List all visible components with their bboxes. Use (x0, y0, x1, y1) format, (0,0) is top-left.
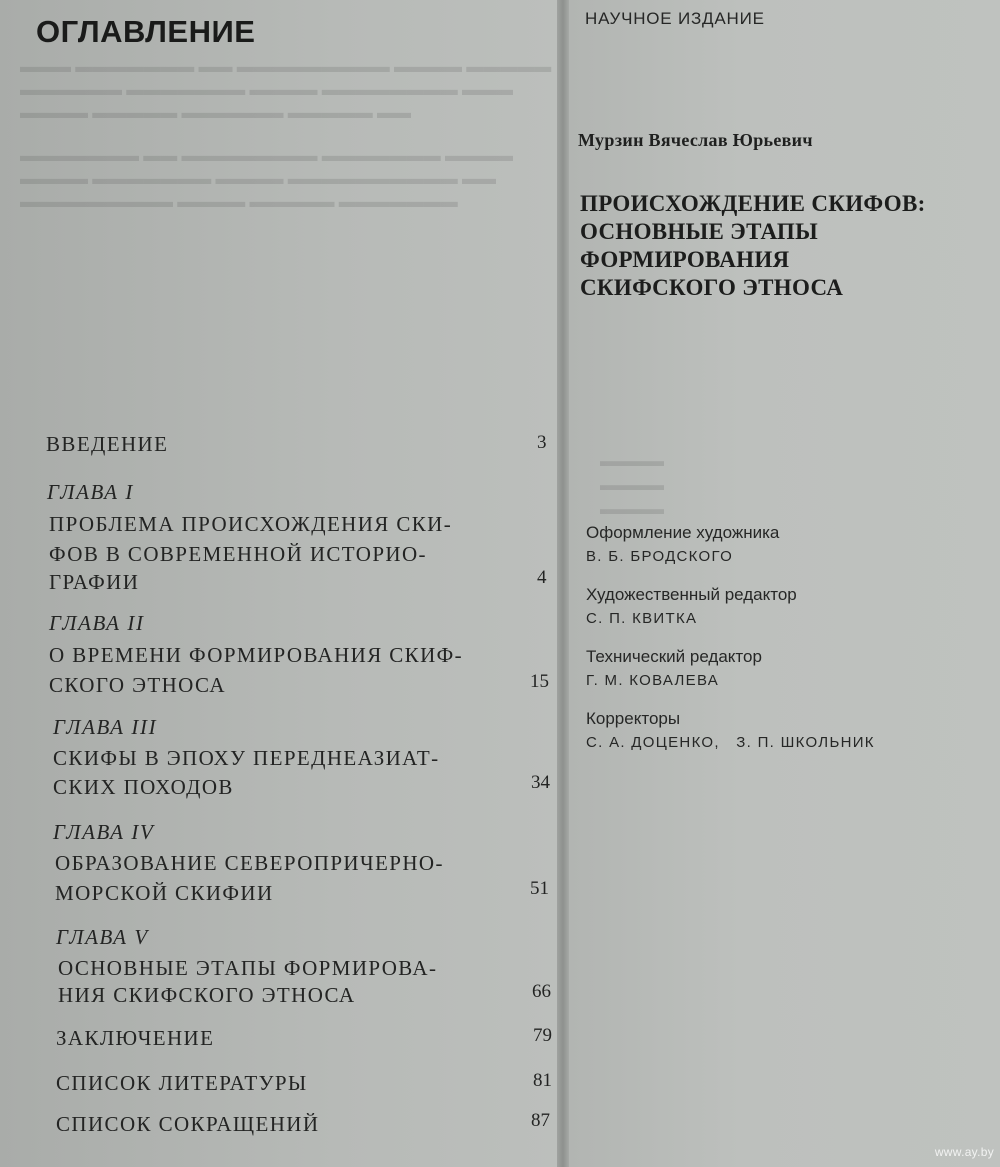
show-through-texture: ▬▬▬ ▬▬▬▬▬▬▬ ▬▬ ▬▬▬▬▬▬▬▬▬ ▬▬▬▬ ▬▬▬▬▬ ▬▬▬▬▬▬ ▬▬▬▬▬▬▬ ▬▬▬▬ ▬▬▬▬▬▬▬▬ ▬▬▬ ▬▬▬▬ ▬▬▬▬▬ ▬▬▬▬▬▬ ▬▬▬▬▬ ▬▬ ▬▬▬▬▬▬▬ ▬▬ ▬▬▬▬▬▬▬▬ ▬▬▬▬▬▬▬ ▬▬▬▬ ▬▬▬▬ ▬▬▬▬▬▬▬ ▬▬▬▬ ▬▬▬▬▬▬▬▬▬▬ ▬▬ ▬▬▬▬▬▬▬▬▬ ▬▬▬▬ ▬▬▬▬▬ ▬▬▬▬▬▬▬ (20, 57, 552, 211)
toc-entry-line: МОРСКОЙ СКИФИИ (55, 881, 274, 905)
toc-entry-line: СКИХ ПОХОДОВ (53, 775, 234, 799)
credit-name: Г. М. КОВАЛЕВА (586, 672, 720, 689)
toc-page-number: 66 (532, 981, 551, 1002)
book-title-line: ФОРМИРОВАНИЯ (580, 247, 790, 272)
credit-name: С. П. КВИТКА (586, 610, 698, 627)
credits-block (586, 521, 875, 769)
toc-entry-line: О ВРЕМЕНИ ФОРМИРОВАНИЯ СКИФ- (49, 643, 464, 667)
credit-role: Технический редактор (586, 647, 762, 666)
credit-role: Оформление художника (586, 523, 780, 542)
toc-entry-line: ЗАКЛЮЧЕНИЕ (56, 1026, 215, 1050)
book-title-line: ОСНОВНЫЕ ЭТАПЫ (580, 219, 818, 244)
book-title-line: ПРОИСХОЖДЕНИЕ СКИФОВ: (580, 191, 926, 216)
toc-entry-line: ОБРАЗОВАНИЕ СЕВЕРОПРИЧЕРНО- (55, 851, 444, 875)
toc-chapter-label: ГЛАВА III (53, 715, 158, 739)
book-title-line: СКИФСКОГО ЭТНОСА (580, 275, 844, 300)
toc-chapter-label: ГЛАВА II (49, 611, 145, 635)
toc-entry-line: СКОГО ЭТНОСА (49, 673, 226, 697)
toc-title: ОГЛАВЛЕНИЕ (36, 14, 256, 49)
toc-page-number: 87 (531, 1110, 550, 1131)
credit-name: В. Б. БРОДСКОГО (586, 548, 734, 565)
toc-entry-line: СПИСОК ЛИТЕРАТУРЫ (56, 1071, 308, 1095)
toc-page-number: 79 (533, 1025, 552, 1046)
show-through-texture-right: ▬▬▬▬ ▬▬▬▬ ▬▬▬▬ (600, 453, 664, 518)
toc-entry-line: ПРОБЛЕМА ПРОИСХОЖДЕНИЯ СКИ- (49, 512, 453, 536)
edition-label: НАУЧНОЕ ИЗДАНИЕ (585, 9, 765, 28)
toc-chapter-label: ГЛАВА V (56, 925, 149, 949)
toc-entry-line: ФОВ В СОВРЕМЕННОЙ ИСТОРИО- (49, 542, 427, 566)
toc-entry-line: СКИФЫ В ЭПОХУ ПЕРЕДНЕАЗИАТ- (53, 746, 440, 770)
site-watermark: www.ay.by (934, 1145, 994, 1159)
toc-chapter-label: ГЛАВА I (47, 480, 135, 504)
toc-page-number: 81 (533, 1070, 552, 1091)
author-name: Мурзин Вячеслав Юрьевич (578, 130, 813, 150)
toc-chapter-label: ГЛАВА IV (53, 820, 155, 844)
toc-entry-line: НИЯ СКИФСКОГО ЭТНОСА (58, 983, 356, 1007)
credit-name: С. А. ДОЦЕНКО, З. П. ШКОЛЬНИК (586, 734, 875, 751)
credit-role: Художественный редактор (586, 585, 797, 604)
toc-page-number: 3 (537, 432, 547, 453)
toc-entry-line: ОСНОВНЫЕ ЭТАПЫ ФОРМИРОВА- (58, 956, 438, 980)
toc-page-number: 15 (530, 671, 549, 692)
toc-entry-line: СПИСОК СОКРАЩЕНИЙ (56, 1112, 320, 1136)
toc-entry-line: ВВЕДЕНИЕ (46, 432, 169, 456)
book-title (580, 190, 926, 302)
toc-page-number: 51 (530, 878, 549, 899)
book-gutter (557, 0, 569, 1167)
credit-role: Корректоры (586, 709, 681, 728)
toc-page-number: 4 (537, 567, 547, 588)
toc-page-number: 34 (531, 772, 550, 793)
toc-entry-line: ГРАФИИ (49, 570, 140, 594)
